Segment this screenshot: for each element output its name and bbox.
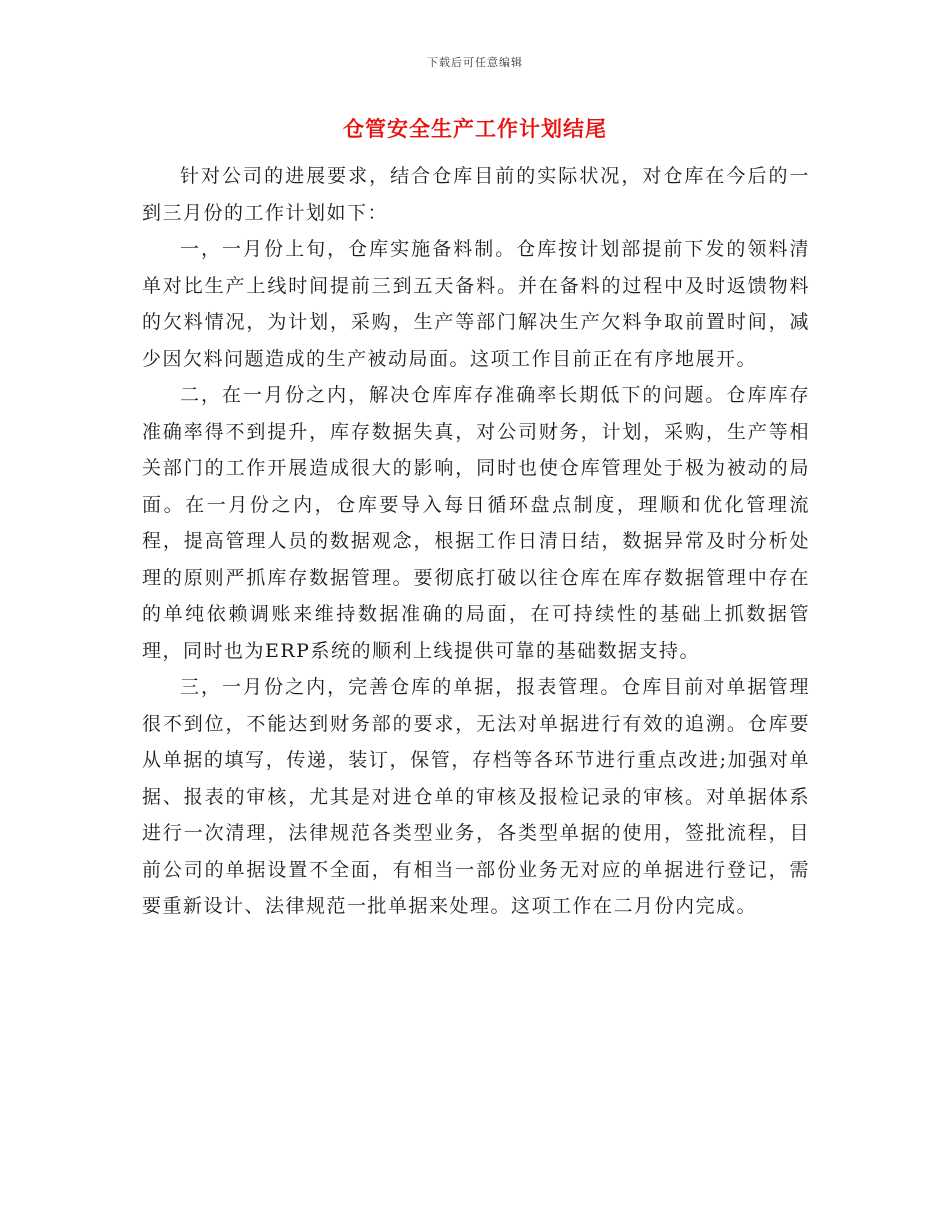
paragraph-intro: 针对公司的进展要求，结合仓库目前的实际状况，对仓库在今后的一到三月份的工作计划如下： xyxy=(142,165,810,224)
document-title: 仓管安全生产工作计划结尾 xyxy=(343,116,607,141)
header-note: 下载后可任意编辑 xyxy=(427,56,523,69)
document-body xyxy=(142,158,810,925)
paragraph-item-2: 二，在一月份之内，解决仓库库存准确率长期低下的问题。仓库库存准确率得不到提升，库存数据失真，对公司财务，计划，采购，生产等相关部门的工作开展造成很大的影响，同时也使仓库管理处于极为被动的局面。在一月份之内，仓库要导入每日循环盘点制度，理顺和优化管理流程，提高管理人员的数据观念，根据工作日清日结，数据异常及时分析处理的原则严抓库存数据管理。要彻底打破以往仓库在库存数据管理中存在的单纯依赖调账来维持数据准确的局面，在可持续性的基础上抓数据管理，同时也为ERP系统的顺利上线提供可靠的基础数据支持。 xyxy=(142,384,810,662)
paragraph-item-1: 一，一月份上旬，仓库实施备料制。仓库按计划部提前下发的领料清单对比生产上线时间提前三到五天备料。并在备料的过程中及时返馈物料的欠料情况，为计划，采购，生产等部门解决生产欠料争取前置时间，减少因欠料问题造成的生产被动局面。这项工作目前正在有序地展开。 xyxy=(142,238,810,370)
paragraph-item-3: 三，一月份之内，完善仓库的单据，报表管理。仓库目前对单据管理很不到位，不能达到财务部的要求，无法对单据进行有效的追溯。仓库要从单据的填写，传递，装订，保管，存档等各环节进行重点改进;加强对单据、报表的审核，尤其是对进仓单的审核及报检记录的审核。对单据体系进行一次清理，法律规范各类型业务，各类型单据的使用，签批流程，目前公司的单据设置不全面，有相当一部份业务无对应的单据进行登记，需要重新设计、法律规范一批单据来处理。这项工作在二月份内完成。 xyxy=(142,676,810,917)
